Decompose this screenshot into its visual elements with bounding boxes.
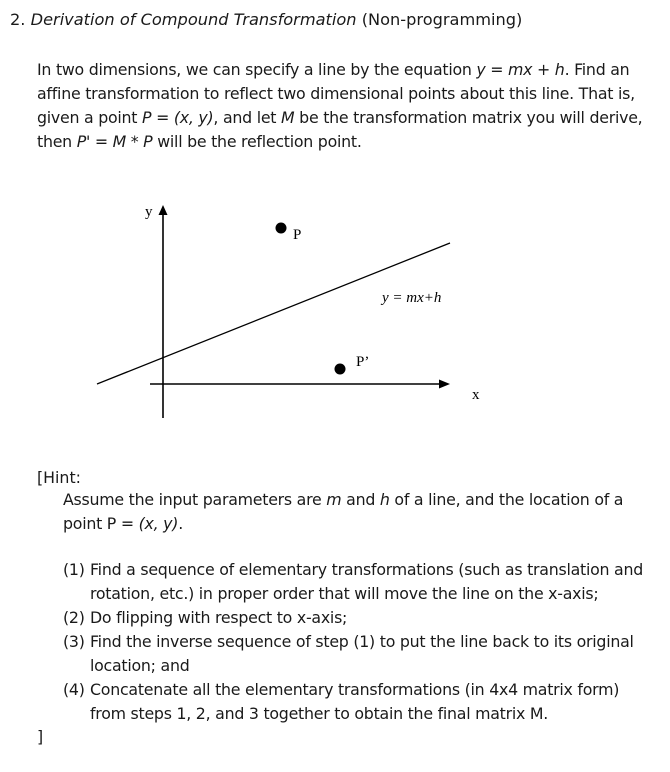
assumption-line: Assume the input parameters are m and h of a line, and the location of a	[63, 490, 624, 509]
point-definition: P = (x, y)	[142, 108, 214, 127]
statement-line: In two dimensions, we can specify a line by the equation y = mx + h. Find an	[37, 60, 630, 79]
statement-line: affine transformation to reflect two dimensional points about this line. That is,	[37, 84, 635, 103]
reflection-line	[97, 243, 450, 384]
step-number: (3)	[63, 632, 85, 651]
line-equation: y = mx + h	[476, 60, 565, 79]
statement-line: then P' = M * P will be the reflection point.	[37, 132, 362, 151]
step-text: from steps 1, 2, and 3 together to obtain the final matrix M.	[90, 704, 549, 723]
hint-step	[63, 678, 663, 726]
point-p-prime	[335, 364, 346, 375]
step-text: Concatenate all the elementary transformations (in 4x4 matrix form)	[90, 680, 620, 699]
hint-steps-list	[63, 558, 663, 726]
point-p	[276, 223, 287, 234]
hint-step	[63, 630, 663, 678]
step-text: Find a sequence of elementary transformations (such as translation and	[90, 560, 644, 579]
y-axis-arrow-icon	[159, 205, 168, 215]
step-number: (4)	[63, 680, 85, 699]
reflection-equation: P' = M * P	[76, 132, 153, 151]
point-p-prime-label: P’	[356, 354, 370, 370]
problem-title: Derivation of Compound Transformation	[30, 10, 357, 29]
step-text: Do flipping with respect to x-axis;	[90, 608, 348, 627]
step-text: Find the inverse sequence of step (1) to put the line back to its original	[90, 632, 634, 651]
matrix-symbol: M	[281, 108, 295, 127]
hint-assumption	[63, 488, 663, 536]
reflection-diagram	[0, 190, 670, 440]
problem-statement	[37, 58, 665, 154]
y-axis-label: y	[145, 204, 153, 220]
step-text: rotation, etc.) in proper order that will move the line on the x-axis;	[90, 584, 599, 603]
problem-note: (Non-programming)	[361, 10, 523, 29]
point-p-label: P	[293, 227, 302, 243]
x-axis-arrow-icon	[439, 380, 450, 389]
problem-number: 2.	[10, 10, 26, 29]
step-text: location; and	[90, 656, 190, 675]
step-number: (2)	[63, 608, 85, 627]
hint-open-bracket: [Hint:	[37, 468, 81, 487]
hint-step	[63, 558, 663, 606]
statement-line: given a point P = (x, y), and let M be the transformation matrix you will derive,	[37, 108, 643, 127]
hint-step	[63, 606, 663, 630]
problem-heading	[10, 8, 660, 32]
step-number: (1)	[63, 560, 85, 579]
hint-close-bracket: ]	[37, 727, 44, 746]
assumption-line: point P = (x, y).	[63, 514, 183, 533]
line-equation-label: y = mx+h	[382, 290, 442, 306]
x-axis-label: x	[472, 387, 480, 403]
